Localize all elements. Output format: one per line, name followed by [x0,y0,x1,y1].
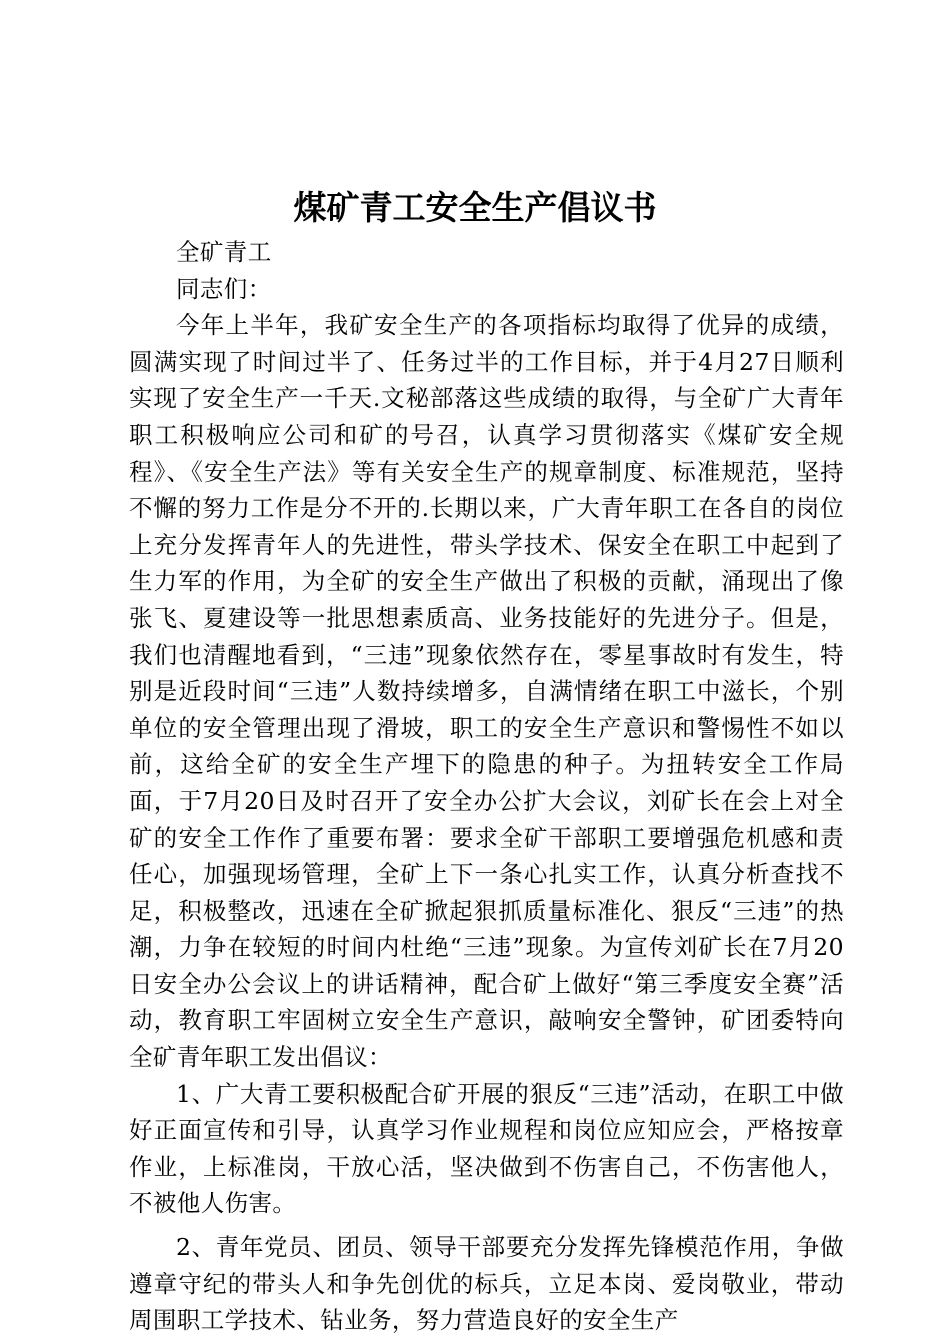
body-paragraph-3: 2、青年党员、团员、领导干部要充分发挥先锋模范作用，争做遵章守纪的带头人和争先创优的标兵，立足本岗、爱岗敬业，带动周围职工学技术、钻业务，努力营造良好的安全生产 [129,1233,844,1335]
body-paragraph-1: 今年上半年，我矿安全生产的各项指标均取得了优异的成绩，圆满实现了时间过半了、任务过半的工作目标，并于4月27日顺利实现了安全生产一千天.文秘部落这些成绩的取得，与全矿广大青年职工积极响应公司和矿的号召，认真学习贯彻落实《煤矿安全规程》、《安全生产法》等有关安全生产的规章制度、标准规范，坚持不懈的努力工作是分不开的.长期以来，广大青年职工在各自的岗位上充分发挥青年人的先进性，带头学技术、保安全在职工中起到了生力军的作用，为全矿的安全生产做出了积极的贡献，涌现出了像张飞、夏建设等一批思想素质高、业务技能好的先进分子。但是，我们也清醒地看到，“三违”现象依然存在，零星事故时有发生，特别是近段时间“三违”人数持续增多，自满情绪在职工中滋长，个别单位的安全管理出现了滑坡，职工的安全生产意识和警惕性不如以前，这给全矿的安全生产埋下的隐患的种子。为扭转安全工作局面，于7月20日及时召开了安全办公扩大会议，刘矿长在会上对全矿的安全工作作了重要布署：要求全矿干部职工要增强危机感和责任心，加强现场管理，全矿上下一条心扎实工作，认真分析查找不足，积极整改，迅速在全矿掀起狠抓质量标准化、狠反“三违”的热潮，力争在较短的时间内杜绝“三违”现象。为宣传刘矿长在7月20日安全办公会议上的讲话精神，配合矿上做好“第三季度安全赛”活动，教育职工牢固树立安全生产意识，敲响安全警钟，矿团委特向全矿青年职工发出倡议： [129,311,844,1072]
body-paragraph-2: 1、广大青工要积极配合矿开展的狠反“三违”活动，在职工中做好正面宣传和引导，认真学习作业规程和岗位应知应会，严格按章作业，上标准岗，干放心活，坚决做到不伤害自己，不伤害他人，不被他人伤害。 [129,1079,844,1218]
document-title: 煤矿青工安全生产倡议书 [293,188,657,227]
document-body [129,234,844,1339]
salutation-line-2: 同志们： [176,274,272,303]
salutation-line-1: 全矿青工 [176,238,272,266]
